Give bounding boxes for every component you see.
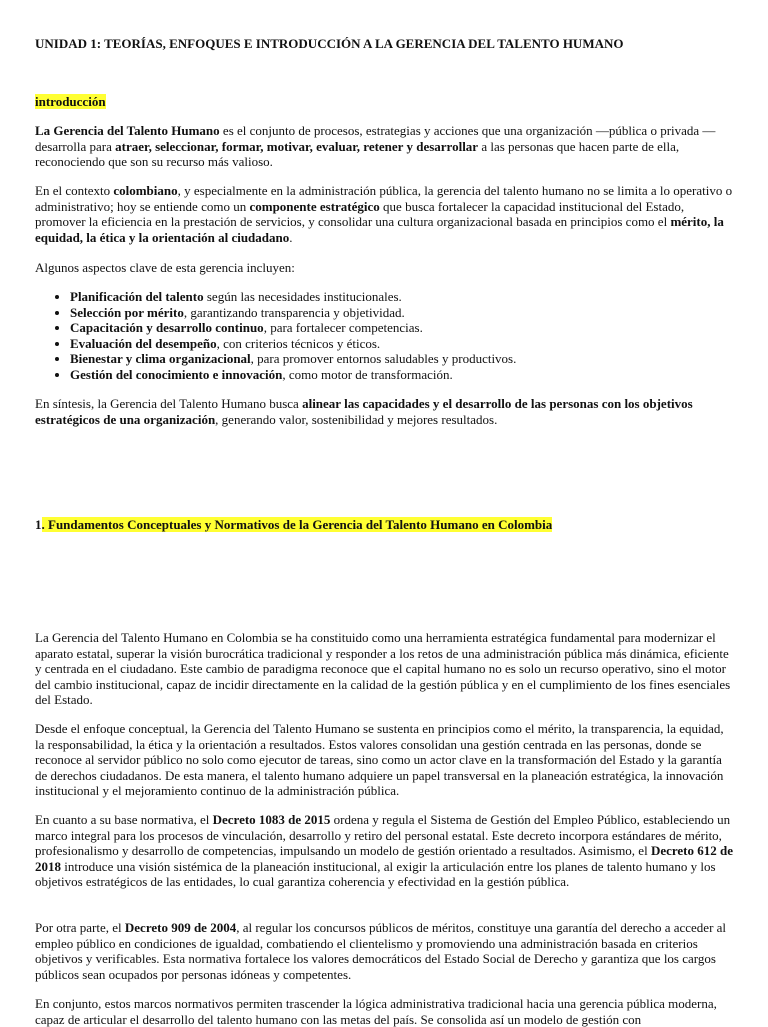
- list-item: [70, 320, 734, 336]
- text: , para fortalecer competencias.: [263, 320, 423, 335]
- text: , como motor de transformación.: [282, 366, 453, 382]
- section-1-heading: [35, 517, 734, 533]
- text: a las personas que hacen parte de ella, reconociendo que son su recurso más valioso.: [35, 138, 680, 169]
- bold-text: Capacitación y desarrollo continuo: [70, 320, 264, 335]
- text: En cuanto a su base normativa, el: [35, 812, 213, 827]
- text: Por otra parte, el: [35, 920, 125, 935]
- text: ordena y regula el Sistema de Gestión del Empleo Público, estableciendo un marco integral para los procesos de vinculación, desarrollo y retiro del personal estatal. Este decreto incorpora estándares de mérito, profesionalismo y desarrollo de competencias, impulsando un modelo de gestión orientado a resultados. Asimismo, el: [35, 812, 731, 858]
- paragraph-strategic-tool: La Gerencia del Talento Humano en Colombia se ha constituido como una herramienta estratégica fundamental para modernizar el aparato estatal, superar la visión burocrática tradicional y responder a los retos de una administración pública más dinámica, eficiente y centrada en el ciudadano. Este cambio de paradigma reconoce que el capital humano no es solo un recurso operativo, sino el motor del cambio institucional, capaz de incidir directamente en la calidad de la gestión pública y en el cumplimiento de los fines esenciales del Estado.: [35, 630, 731, 707]
- bold-text: alinear las capacidades y el desarrollo de las personas con los objetivos estratégicos de una organización: [35, 396, 693, 427]
- text: , para promover entornos saludables y productivos.: [250, 351, 517, 366]
- section-number: 1: [35, 517, 42, 532]
- text: En el contexto: [35, 183, 114, 198]
- paragraph-context: [35, 183, 734, 245]
- text: , garantizando transparencia y objetividad.: [183, 304, 405, 320]
- bold-text: Planificación del talento: [70, 289, 204, 304]
- text: , y especialmente en la administración pública, la gerencia del talento humano no se limita a lo operativo o administrativo; hoy se entiende como un: [35, 183, 733, 214]
- text: , al regular los concursos públicos de méritos, constituye una garantía del derecho a acceder al empleo público en condiciones de igualdad, combatiendo el clientelismo y promoviendo una administración basada en criterios objetivos y verificables. Esta normativa fortalece los valores democráticos del Estado Social de Derecho y garantiza que los cargos públicos sean ocupados por personas idóneas y competentes.: [35, 920, 727, 982]
- document-title: UNIDAD 1: TEORÍAS, ENFOQUES E INTRODUCCIÓN A LA GERENCIA DEL TALENTO HUMANO: [35, 36, 624, 51]
- bold-text: Selección por mérito: [70, 304, 184, 320]
- bold-text: componente estratégico: [249, 198, 380, 214]
- bold-text: Gestión del conocimiento e innovación: [70, 366, 283, 382]
- paragraph-aspects-intro: Algunos aspectos clave de esta gerencia incluyen:: [35, 260, 295, 275]
- text: introduce una visión sistémica de la planeación institucional, al exigir la articulación entre los planes de talento humano y los objetivos estratégicos de las entidades, lo cual garantiza coherencia y efectividad en la gestión pública.: [35, 858, 716, 889]
- bold-text: Bienestar y clima organizacional: [70, 351, 251, 366]
- paragraph-definition: [35, 123, 734, 170]
- bold-text: Evaluación del desempeño: [70, 335, 217, 351]
- intro-heading: introducción: [35, 94, 106, 109]
- list-item: [70, 289, 734, 305]
- list-item: [70, 367, 734, 383]
- bold-text: mérito, la equidad, la ética y la orientación al ciudadano: [35, 214, 724, 245]
- aspects-list-wrapper: [35, 289, 734, 382]
- bold-text: Decreto 612 de 2018: [35, 843, 733, 874]
- paragraph-conceptual-approach: Desde el enfoque conceptual, la Gerencia del Talento Humano se sustenta en principios como el mérito, la transparencia, la equidad, la responsabilidad, la ética y la orientación a resultados. Estos valores consolidan una gestión centrada en las personas, donde se reconoce al servidor público no solo como ejecutor de tareas, sino como un actor clave en la transformación del Estado y la garantía de derechos ciudadanos. De esta manera, el talento humano adquiere un papel transversal en la planeación estratégica, la innovación institucional y el mejoramiento continuo de la administración pública.: [35, 721, 724, 798]
- list-item: [70, 305, 734, 321]
- paragraph-normative-base: [35, 812, 734, 890]
- text: es el conjunto de procesos, estrategias y acciones que una organización —pública o privada — desarrolla para: [35, 123, 716, 154]
- text: , con criterios técnicos y éticos.: [216, 335, 381, 351]
- paragraph-decreto-909: [35, 920, 734, 982]
- paragraph-synthesis: [35, 396, 734, 427]
- text: según las necesidades institucionales.: [203, 289, 402, 304]
- section-title: . Fundamentos Conceptuales y Normativos de la Gerencia del Talento Humano en Colombia: [41, 517, 553, 532]
- list-item: [70, 351, 734, 367]
- text: En síntesis, la Gerencia del Talento Humano busca: [35, 396, 303, 411]
- bold-text: Decreto 1083 de 2015: [212, 812, 331, 827]
- paragraph-conclusion: En conjunto, estos marcos normativos permiten trascender la lógica administrativa tradicional hacia una gerencia pública moderna, capaz de articular el desarrollo del talento humano con las metas del país. Se consolida así un modelo de gestión con: [35, 996, 717, 1027]
- intro-heading-line: [35, 94, 734, 110]
- aspects-list: [35, 289, 734, 382]
- bold-text: Decreto 909 de 2004: [124, 920, 237, 935]
- bold-text: La Gerencia del Talento Humano: [35, 123, 220, 138]
- text: que busca fortalecer la capacidad institucional del Estado, promover la eficiencia en la prestación de servicios, y consolidar una cultura organizacional basada en principios como el: [35, 198, 685, 229]
- text: .: [289, 229, 293, 245]
- bold-text: atraer, seleccionar, formar, motivar, evaluar, retener y desarrollar: [115, 138, 479, 154]
- text: , generando valor, sostenibilidad y mejores resultados.: [215, 411, 498, 427]
- list-item: [70, 336, 734, 352]
- bold-text: colombiano: [113, 183, 178, 198]
